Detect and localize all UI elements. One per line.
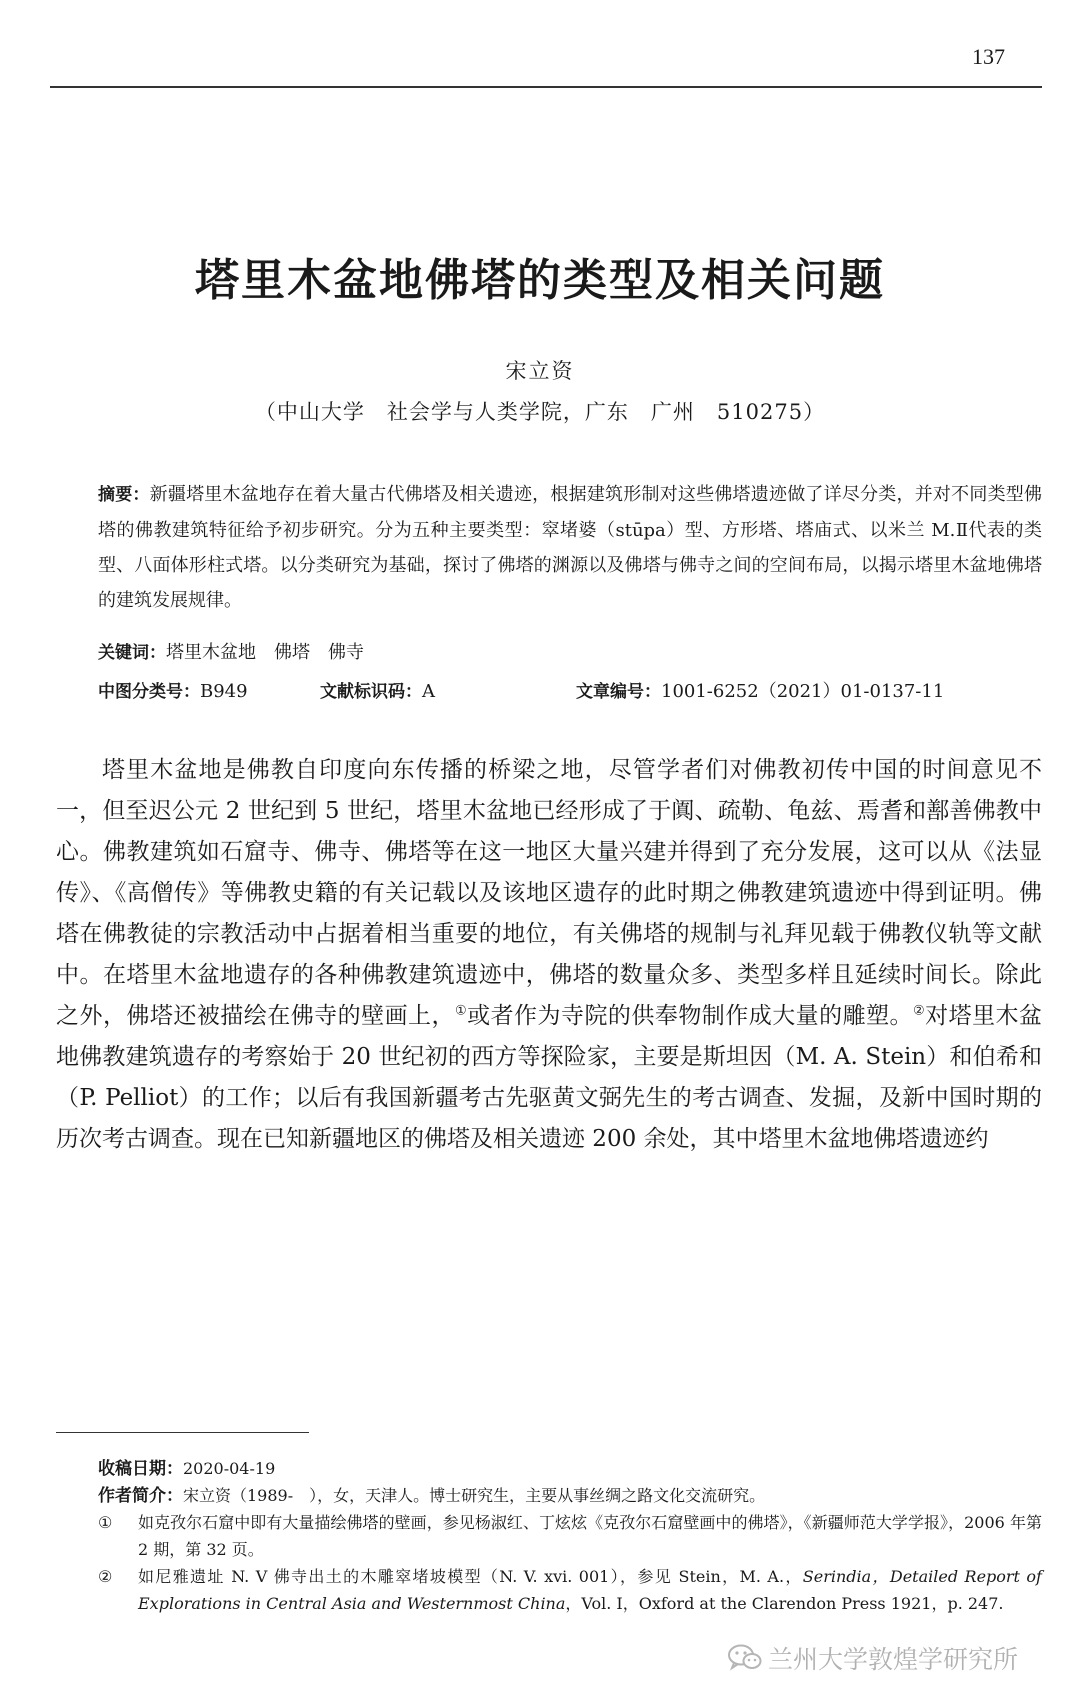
body-paragraph bbox=[56, 750, 1042, 1160]
page-number: 137 bbox=[972, 44, 1005, 69]
body-text-part1: 塔里木盆地是佛教自印度向东传播的桥梁之地，尽管学者们对佛教初传中国的时间意见不一，但至迟公元 2 世纪到 5 世纪，塔里木盆地已经形成了于阗、疏勒、龟兹、焉耆和鄯善佛教中心。佛教建筑如石窟寺、佛寺、佛塔等在这一地区大量兴建并得到了充分发展，这可以从《法显传》、《高僧传》等佛教史籍的有关记载以及该地区遗存的此时期之佛教建筑遗迹中得到证明。佛塔在佛教徒的宗教活动中占据着相当重要的地位，有关佛塔的规制与礼拜见载于佛教仪轨等文献中。在塔里木盆地遗存的各种佛教建筑遗迹中，佛塔的数量众多、类型多样且延续时间长。除此之外，佛塔还被描绘在佛寺的壁画上， bbox=[56, 757, 1042, 1029]
author-affiliation: （中山大学 社会学与人类学院，广东 广州 510275） bbox=[254, 400, 826, 424]
received-date bbox=[98, 1456, 1042, 1482]
article-number-value: 1001-6252（2021）01-0137-11 bbox=[661, 681, 945, 702]
document-code bbox=[320, 677, 435, 702]
author-bio-text: 宋立资（1989- ），女，天津人。博士研究生，主要从事丝绸之路文化交流研究。 bbox=[183, 1486, 766, 1505]
abstract-label: 摘要： bbox=[98, 485, 150, 505]
doc-code-label: 文献标识码： bbox=[320, 682, 422, 702]
author-name: 宋立资 bbox=[505, 359, 575, 383]
received-label: 收稿日期： bbox=[98, 1459, 183, 1479]
body-text-part3: 对塔里木盆地佛教建筑遗存的考察始于 20 世纪初的西方等探险家，主要是斯坦因（M. A. Stein）和伯希和（P. Pelliot）的工作；以后有我国新疆考古先驱黄文弼先生的考古调查、发掘，及新中国时期的历次考古调查。现在已知新疆地区的佛塔及相关遗迹 200 余处，其中塔里木盆地佛塔遗迹约 bbox=[56, 1003, 1042, 1152]
footnote-ref-2[interactable]: ② bbox=[913, 1003, 926, 1019]
body-text-part2: 或者作为寺院的供奉物制作成大量的雕塑。 bbox=[467, 1003, 913, 1029]
author-bio bbox=[98, 1483, 1042, 1509]
footnote-1-text: 如克孜尔石窟中即有大量描绘佛塔的壁画，参见杨淑红、丁炫炫《克孜尔石窟壁画中的佛塔》，《新疆师范大学学报》，2006 年第 2 期，第 32 页。 bbox=[138, 1513, 1042, 1559]
doc-code-value: A bbox=[422, 681, 435, 702]
received-value: 2020-04-19 bbox=[183, 1459, 276, 1478]
wechat-watermark bbox=[728, 1640, 1018, 1676]
watermark-text: 兰州大学敦煌学研究所 bbox=[768, 1645, 1019, 1674]
footnote-2 bbox=[98, 1563, 1042, 1617]
article-number-label: 文章编号： bbox=[576, 682, 661, 702]
keywords bbox=[98, 638, 364, 664]
clc-value: B949 bbox=[200, 681, 248, 702]
keywords-text: 塔里木盆地 佛塔 佛寺 bbox=[166, 642, 364, 663]
footnote-divider bbox=[56, 1432, 309, 1433]
clc-label: 中图分类号： bbox=[98, 682, 200, 702]
abstract bbox=[98, 477, 1042, 618]
wechat-icon bbox=[728, 1644, 762, 1672]
clc-number bbox=[98, 677, 248, 702]
footnote-2-mark: ② bbox=[98, 1567, 113, 1586]
header-rule bbox=[50, 86, 1042, 88]
keywords-label: 关键词： bbox=[98, 643, 166, 663]
footnote-2-book-title: Serindia，Detailed Report of Explorations in Central Asia and Westernmost China bbox=[138, 1567, 1042, 1613]
footnote-2-text bbox=[138, 1563, 1042, 1617]
article-title: 塔里木盆地佛塔的类型及相关问题 bbox=[195, 255, 885, 306]
footnote-2-post: ，Vol. I，Oxford at the Clarendon Press 1921，p. 247. bbox=[565, 1594, 1004, 1613]
footnote-1 bbox=[98, 1509, 1042, 1563]
abstract-text: 新疆塔里木盆地存在着大量古代佛塔及相关遗迹，根据建筑形制对这些佛塔遗迹做了详尽分类，并对不同类型佛塔的佛教建筑特征给予初步研究。分为五种主要类型：窣堵婆（stūpa）型、方形塔、塔庙式、以米兰 M.Ⅱ代表的类型、八面体形柱式塔。以分类研究为基础，探讨了佛塔的渊源以及佛塔与佛寺之间的空间布局，以揭示塔里木盆地佛塔的建筑发展规律。 bbox=[98, 484, 1043, 611]
footnote-1-mark: ① bbox=[98, 1513, 113, 1532]
article-number bbox=[576, 677, 944, 703]
footnote-2-pre: 如尼雅遗址 N. V 佛寺出土的木雕窣堵坡模型（N. V. xvi. 001），参见 Stein，M. A.， bbox=[138, 1567, 803, 1586]
footnote-ref-1[interactable]: ① bbox=[454, 1003, 468, 1019]
author-bio-label: 作者简介： bbox=[98, 1486, 183, 1506]
